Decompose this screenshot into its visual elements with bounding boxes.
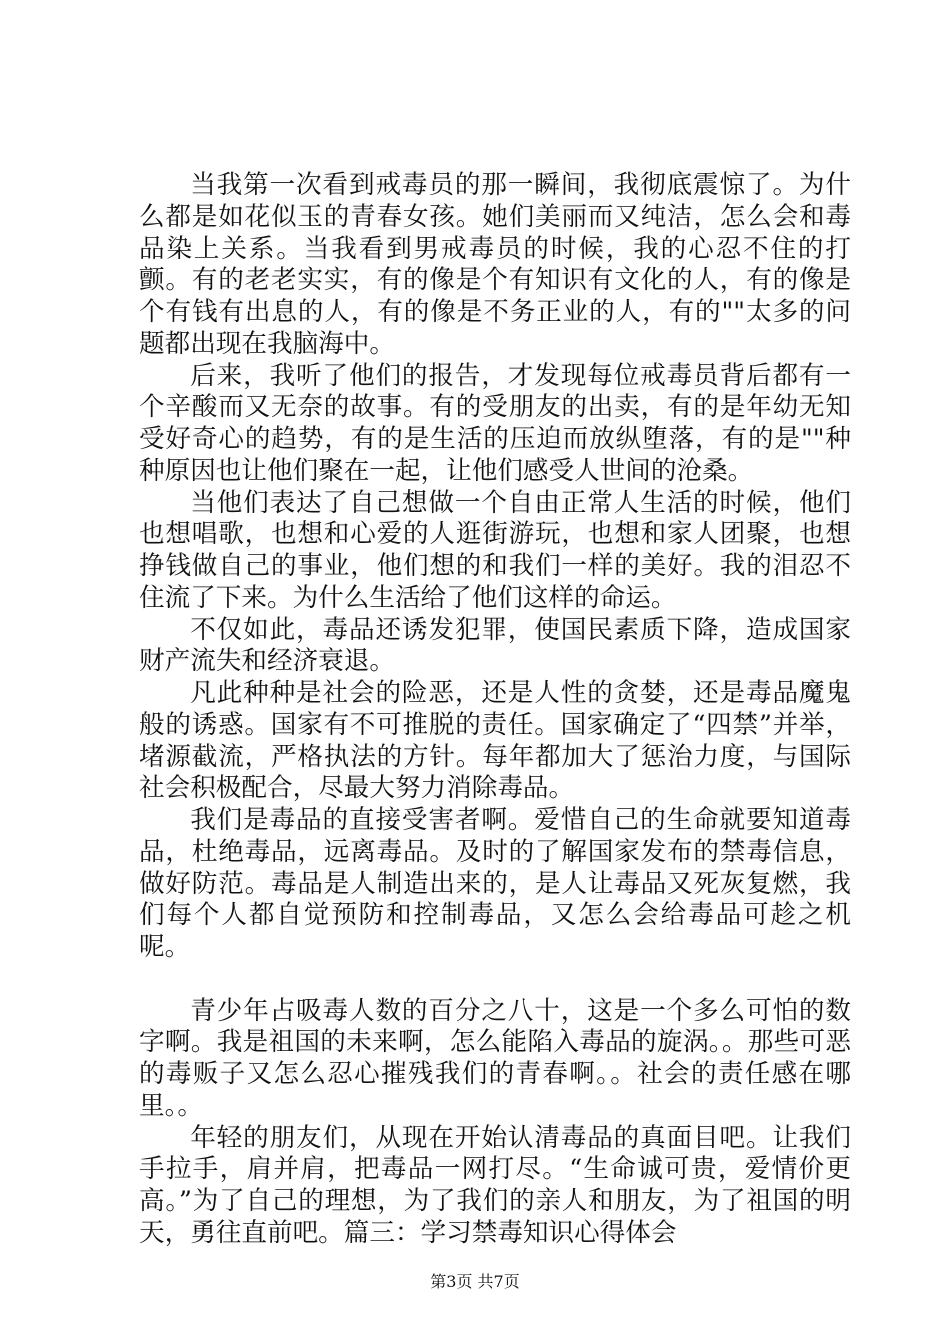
- paragraph: 年轻的朋友们，从现在开始认清毒品的真面目吧。让我们手拉手，肩并肩，把毒品一网打尽。“生命诚可贵，爱情价更高。”为了自己的理想，为了我们的亲人和朋友，为了祖国的明天，勇往直前吧。篇三：学习禁毒知识心得体会: [139, 1122, 851, 1248]
- paragraph: 我们是毒品的直接受害者啊。爱惜自己的生命就要知道毒品，杜绝毒品，远离毒品。及时的了解国家发布的禁毒信息，做好防范。毒品是人制造出来的，是人让毒品又死灰复燃，我们每个人都自觉预防和控制毒品，又怎么会给毒品可趁之机呢。: [139, 805, 851, 962]
- page-number-footer: 第3页 共7页: [430, 1272, 520, 1291]
- blank-line: [139, 964, 851, 996]
- paragraph: 当他们表达了自己想做一个自由正常人生活的时候，他们也想唱歌，也想和心爱的人逛街游玩，也想和家人团聚，也想挣钱做自己的事业，他们想的和我们一样的美好。我的泪忍不住流了下来。为什么生活给了他们这样的命运。: [139, 487, 851, 613]
- paragraph: 后来，我听了他们的报告，才发现每位戒毒员背后都有一个辛酸而又无奈的故事。有的受朋友的出卖，有的是年幼无知受好奇心的趋势，有的是生活的压迫而放纵堕落，有的是""种种原因也让他们聚在一起，让他们感受人世间的沧桑。: [139, 360, 851, 486]
- paragraph: 不仅如此，毒品还诱发犯罪，使国民素质下降，造成国家财产流失和经济衰退。: [139, 614, 851, 677]
- document-body: [139, 170, 851, 1250]
- paragraph: 凡此种种是社会的险恶，还是人性的贪婪，还是毒品魔鬼般的诱惑。国家有不可推脱的责任。国家确定了“四禁”并举，堵源截流，严格执法的方针。每年都加大了惩治力度，与国际社会积极配合，尽最大努力消除毒品。: [139, 678, 851, 804]
- paragraph: 当我第一次看到戒毒员的那一瞬间，我彻底震惊了。为什么都是如花似玉的青春女孩。她们美丽而又纯洁，怎么会和毒品染上关系。当我看到男戒毒员的时候，我的心忍不住的打颤。有的老老实实，有的像是个有知识有文化的人，有的像是个有钱有出息的人，有的像是不务正业的人，有的""太多的问题都出现在我脑海中。: [139, 170, 851, 359]
- paragraph: 青少年占吸毒人数的百分之八十，这是一个多么可怕的数字啊。我是祖国的未来啊，怎么能陷入毒品的旋涡。。那些可恶的毒贩子又怎么忍心摧残我们的青春啊。。社会的责任感在哪里。。: [139, 995, 851, 1121]
